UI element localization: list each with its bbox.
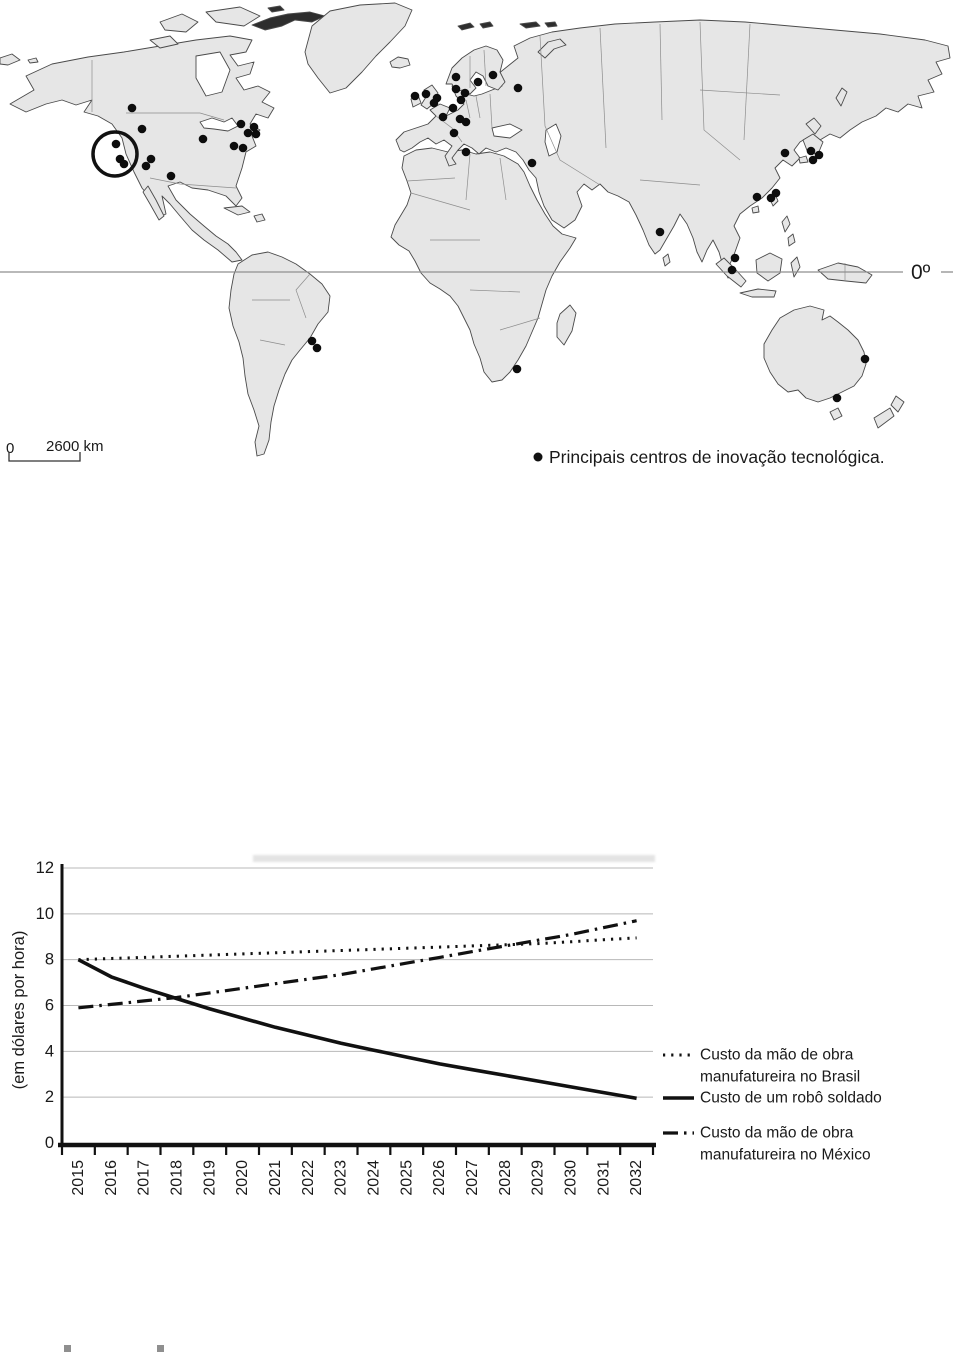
- series-line-dotted: [78, 938, 636, 960]
- map-dot: [731, 254, 740, 263]
- legend-label: manufatureira no Brasil: [700, 1068, 861, 1086]
- map-dot: [433, 94, 442, 103]
- map-dot: [767, 194, 776, 203]
- map-dot: [809, 156, 818, 165]
- borneo: [756, 253, 782, 281]
- philippines: [788, 234, 795, 246]
- map-dot: [462, 118, 471, 127]
- x-tick-label: 2016: [102, 1160, 120, 1196]
- iceland: [390, 57, 410, 68]
- x-tick-label: 2027: [463, 1160, 481, 1196]
- legend-label: Custo da mão de obra: [700, 1046, 854, 1064]
- map-dot: [513, 365, 522, 374]
- map-dot: [457, 96, 466, 105]
- arctic-island: [160, 14, 198, 32]
- x-tick-label: 2026: [431, 1160, 449, 1196]
- x-tick-label: 2021: [266, 1160, 284, 1196]
- y-tick-label: 6: [44, 996, 54, 1015]
- chart-gridlines: [62, 868, 653, 1097]
- map-dot: [252, 130, 261, 139]
- japan: [799, 156, 808, 163]
- siberia-tip: [0, 54, 20, 65]
- map-dot: [450, 129, 459, 138]
- map-dot: [112, 140, 121, 149]
- map-dot: [861, 355, 870, 364]
- map-dot: [167, 172, 176, 181]
- new-zealand: [874, 408, 894, 428]
- y-tick-label: 12: [35, 859, 54, 877]
- cuba: [224, 206, 250, 215]
- map-dot: [120, 160, 129, 169]
- map-dot: [528, 159, 537, 168]
- chart-y-tick-labels: [36, 859, 54, 1152]
- landmasses: [0, 3, 950, 456]
- map-dot: [128, 104, 137, 113]
- x-tick-label: 2022: [299, 1160, 317, 1196]
- scan-artifact-square: [64, 1345, 71, 1352]
- map-dot: [489, 71, 498, 80]
- madagascar: [557, 305, 576, 345]
- scale-zero-label: 0: [6, 440, 15, 457]
- map-dot: [753, 193, 762, 202]
- map-dot: [462, 148, 471, 157]
- x-tick-label: 2030: [562, 1160, 580, 1196]
- map-dot: [514, 84, 523, 93]
- java: [740, 289, 776, 297]
- map-dot: [807, 147, 816, 156]
- chart-x-tick-labels: [70, 1160, 645, 1196]
- map-dot: [199, 135, 208, 144]
- x-tick-label: 2019: [201, 1160, 219, 1196]
- arctic-island-dark: [268, 6, 284, 12]
- legend-label: manufatureira no México: [700, 1146, 871, 1164]
- equator-label: 0º: [911, 261, 931, 284]
- map-dot: [728, 266, 737, 275]
- x-tick-label: 2029: [529, 1160, 547, 1196]
- series-line-solid: [78, 960, 636, 1099]
- x-tick-label: 2015: [69, 1160, 87, 1196]
- legend-label: Custo da mão de obra: [700, 1124, 854, 1142]
- map-legend: [534, 447, 885, 467]
- map-legend-label: Principais centros de inovação tecnológica.: [549, 447, 885, 467]
- x-tick-label: 2017: [135, 1160, 153, 1196]
- map-dot: [237, 120, 246, 129]
- map-dot: [449, 104, 458, 113]
- cost-line-chart: [0, 840, 953, 1220]
- map-dot: [142, 162, 151, 171]
- siberia-tip: [28, 58, 38, 63]
- arctic-isles: [545, 22, 557, 27]
- sri-lanka: [663, 254, 670, 266]
- new-zealand: [891, 396, 904, 412]
- y-tick-label: 4: [44, 1042, 54, 1061]
- hispaniola: [254, 214, 265, 222]
- scale-distance-label: 2600 km: [46, 438, 104, 455]
- legend-label: Custo de um robô soldado: [700, 1089, 882, 1107]
- map-dot: [138, 125, 147, 134]
- chart-legend: [663, 1047, 882, 1164]
- map-dot: [833, 394, 842, 403]
- map-dot: [656, 228, 665, 237]
- map-dot: [230, 142, 239, 151]
- x-tick-label: 2028: [496, 1160, 514, 1196]
- landmass-south-america: [229, 252, 330, 456]
- svalbard: [480, 22, 493, 28]
- map-dot: [452, 85, 461, 94]
- map-dot: [411, 92, 420, 101]
- map-dot: [313, 344, 322, 353]
- y-tick-label: 8: [44, 950, 54, 969]
- svalbard: [458, 23, 474, 30]
- map-dot: [439, 113, 448, 122]
- y-tick-label: 0: [44, 1134, 54, 1152]
- sulawesi: [791, 257, 800, 277]
- map-dot: [147, 155, 156, 164]
- chart-axes: [58, 864, 656, 1155]
- x-tick-label: 2023: [332, 1160, 350, 1196]
- legend-bullet-icon: [534, 453, 543, 462]
- x-tick-label: 2024: [365, 1160, 383, 1196]
- y-tick-label: 2: [44, 1088, 54, 1107]
- world-map: [0, 0, 953, 500]
- hainan: [752, 206, 759, 213]
- y-axis-title: (em dólares por hora): [10, 930, 28, 1090]
- philippines: [782, 216, 790, 232]
- x-tick-label: 2020: [234, 1160, 252, 1196]
- map-dot: [422, 90, 431, 99]
- x-tick-label: 2032: [628, 1160, 646, 1196]
- map-dot: [474, 78, 483, 87]
- x-tick-label: 2031: [595, 1160, 613, 1196]
- map-dot: [244, 129, 253, 138]
- x-tick-label: 2025: [398, 1160, 416, 1196]
- scan-artifact-square: [157, 1345, 164, 1352]
- map-dot: [308, 337, 317, 346]
- map-dot: [239, 144, 248, 153]
- arctic-island: [206, 7, 260, 26]
- y-tick-label: 10: [35, 904, 54, 923]
- map-scale: [6, 438, 104, 461]
- arctic-isles: [520, 22, 540, 28]
- chart-series: [78, 921, 636, 1099]
- map-dot: [452, 73, 461, 82]
- x-tick-label: 2018: [168, 1160, 186, 1196]
- australia: [764, 306, 866, 402]
- tasmania: [830, 408, 842, 420]
- map-dot: [781, 149, 790, 158]
